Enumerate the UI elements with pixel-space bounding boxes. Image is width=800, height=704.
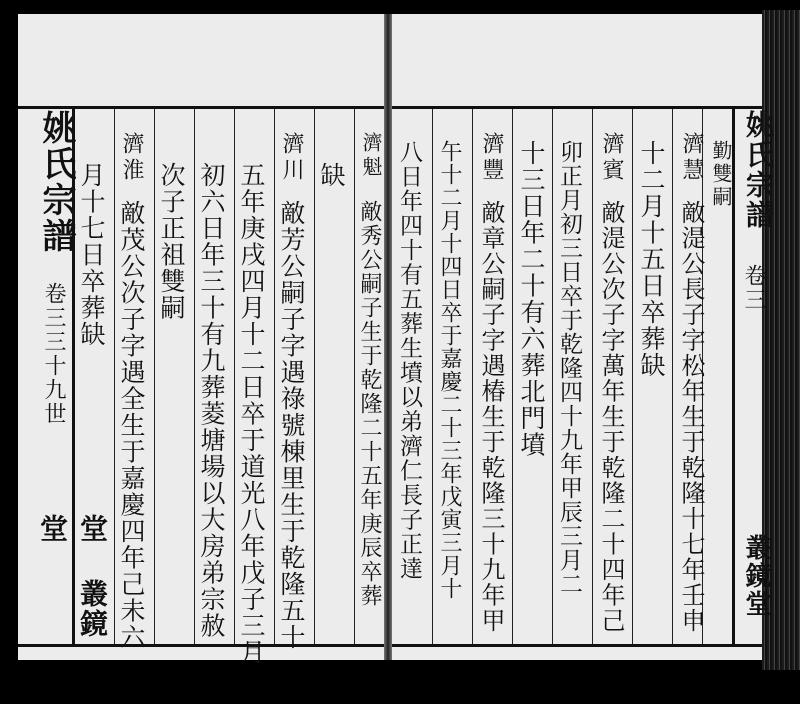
entry-continuation: 午十二月十四日卒于嘉慶二十三年戊寅三月十 (437, 140, 462, 600)
volume-label: 卷三 (741, 264, 766, 312)
hall-name: 叢鏡堂 (741, 534, 771, 618)
entry-text: 敵章公嗣子字遇椿生于乾隆三十九年甲 (477, 200, 505, 634)
entry-continuation: 缺 (317, 162, 346, 189)
genealogy-title: 姚氏宗譜 (36, 110, 76, 254)
bottom-rule (392, 644, 762, 647)
genealogy-title: 姚氏宗譜 (742, 110, 775, 230)
entry-text: 敵芳公嗣子字遇祿號棟里生于乾隆五十 (277, 200, 306, 651)
entry-continuation: 卯正月初三日卒于乾隆四十九年甲辰三月二 (556, 140, 582, 596)
book-spine (384, 14, 392, 660)
entry-continuation: 月十七日卒葬缺 (77, 162, 106, 348)
entry-continuation: 十三日年二十有六葬北門墳 (517, 140, 546, 458)
entry-name: 濟慧 (679, 132, 704, 184)
right-page (392, 14, 775, 660)
entry-text: 敵秀公嗣子生于乾隆二十五年庚辰卒葬 (357, 200, 382, 608)
volume-label: 卷三三十九世 (41, 282, 66, 426)
entry-continuation: 初六日年三十有九葬菱塘場以大房弟宗赦 (197, 162, 226, 639)
entry-text: 敵茂公次子字遇全生于嘉慶四年己未六 (117, 200, 146, 651)
entry-continuation: 十二月十五日卒葬缺 (637, 140, 666, 379)
entry-note: 次子正祖雙嗣 (157, 162, 186, 321)
entry-continuation: 八日年四十有五葬生墳以弟濟仁長子正達 (396, 140, 422, 581)
left-page (18, 14, 384, 666)
entry-name: 濟豐 (479, 132, 504, 184)
entry-text: 敵湜公次子字萬年生于乾隆二十四年己 (597, 200, 625, 634)
entry-continuation: 五年庚戌四月十二日卒于道光八年戊子三月 (237, 162, 266, 666)
hall-name: 堂 叢鏡堂 (36, 514, 109, 639)
entry-note: 勤雙嗣 (709, 140, 733, 209)
entry-name: 濟魁 (359, 132, 383, 180)
entry-name: 濟川 (279, 132, 304, 184)
entry-name: 濟淮 (119, 132, 144, 184)
entry-name: 濟賓 (599, 132, 624, 184)
entry-text: 敵湜公長子字松年生于乾隆十七年壬申 (677, 200, 705, 634)
top-rule (392, 106, 762, 109)
